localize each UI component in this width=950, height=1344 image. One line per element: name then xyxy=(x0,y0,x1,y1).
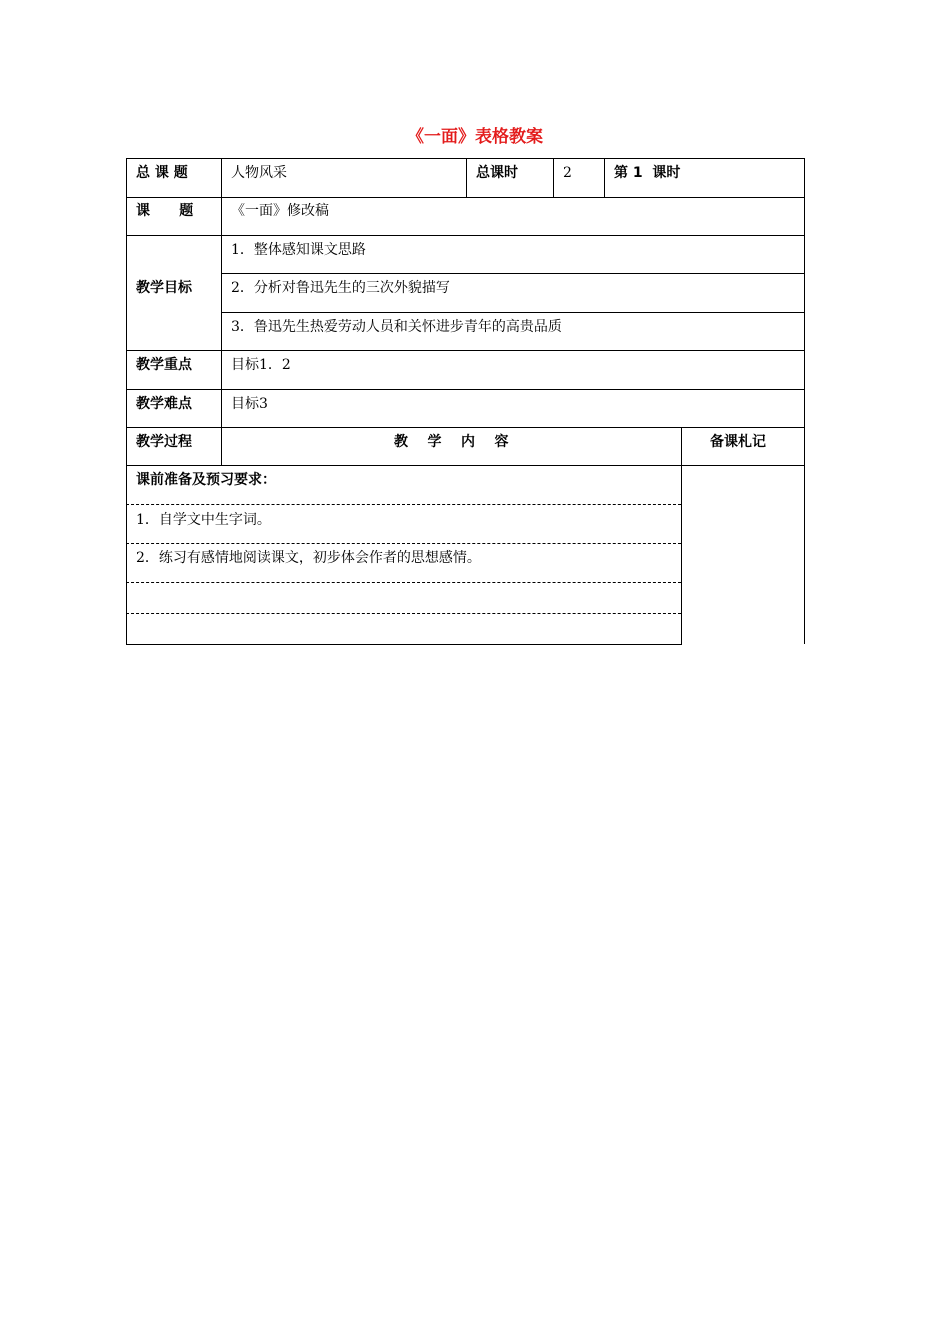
lesson-number: 第 1 课时 xyxy=(614,165,681,181)
teaching-goal-item: 2．分析对鲁迅先生的三次外貌描写 xyxy=(231,280,450,296)
lesson-notes-header: 备课札记 xyxy=(710,434,766,450)
total-hours-label: 总课时 xyxy=(476,165,518,181)
lesson-title-value: 《一面》修改稿 xyxy=(231,203,329,219)
teaching-goal-item: 3．鲁迅先生热爱劳动人员和关怀进步青年的高贵品质 xyxy=(231,319,562,335)
teaching-focus-value: 目标1．2 xyxy=(231,357,291,373)
teaching-difficulty-value: 目标3 xyxy=(231,396,268,412)
teaching-process-label: 教学过程 xyxy=(136,434,192,450)
document-title: 《一面》表格教案 xyxy=(407,127,543,147)
teaching-difficulty-label: 教学难点 xyxy=(136,396,192,412)
teaching-goal-item: 1．整体感知课文思路 xyxy=(231,242,366,258)
teaching-focus-label: 教学重点 xyxy=(136,357,192,373)
course-topic-label: 总 课 题 xyxy=(136,165,188,181)
teaching-goals-label: 教学目标 xyxy=(136,280,192,296)
prep-item: 1．自学文中生字词。 xyxy=(136,512,271,528)
teaching-content-header: 教 学 内 容 xyxy=(394,434,509,450)
prep-heading: 课前准备及预习要求： xyxy=(136,472,276,488)
total-hours-value: 2 xyxy=(563,165,572,181)
course-topic-value: 人物风采 xyxy=(231,165,287,181)
lesson-title-label: 课 题 xyxy=(136,203,194,219)
prep-item: 2．练习有感情地阅读课文，初步体会作者的思想感情。 xyxy=(136,550,481,566)
